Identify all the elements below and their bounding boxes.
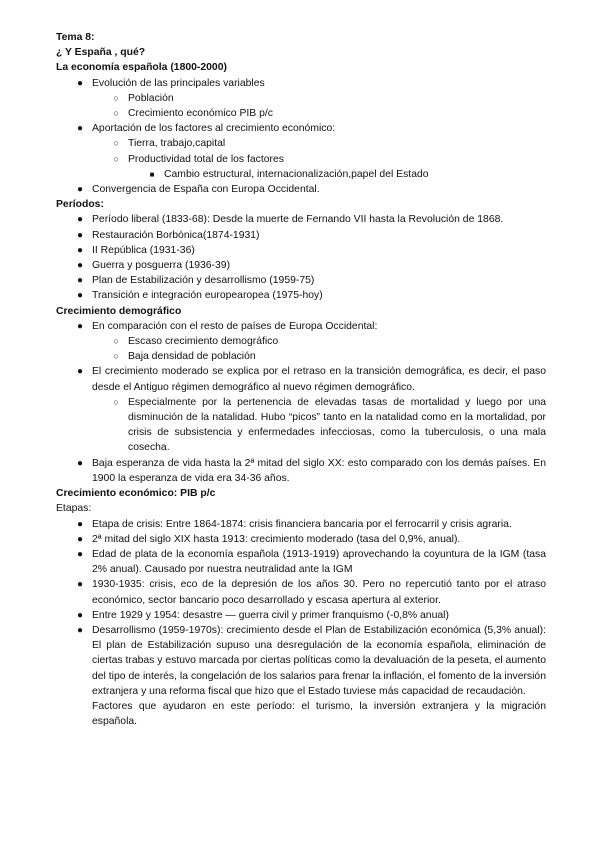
- bullet-circle-icon: ○: [113, 336, 119, 347]
- list-item: ● El crecimiento moderado se explica por el retraso en la transición demográfica, es decir, el paso desde el Antiguo régimen demográfico al nuevo régimen demográfico.: [76, 366, 546, 393]
- list-item: ○ Tierra, trabajo,capital: [56, 136, 546, 151]
- section-heading-periodos: Períodos:: [56, 199, 104, 211]
- list-item: ● Convergencia de España con Europa Occidental.: [56, 182, 546, 197]
- list-item: ○ Crecimiento económico PIB p/c: [56, 106, 546, 121]
- list-item: ● 1930-1935: crisis, eco de la depresión de los años 30. Pero no repercutió tanto por el atraso económico, sector bancario poco desarrollado y escasa apertura al exterior.: [76, 579, 546, 606]
- doc-title-line1: Tema 8:: [56, 32, 95, 43]
- section-heading-economia: La economía española (1800-2000): [56, 62, 227, 74]
- bullet-disc-icon: ●: [76, 366, 84, 378]
- document-page: [56, 30, 546, 729]
- doc-title-line2: ¿ Y España , qué?: [56, 47, 146, 59]
- bullet-disc-icon: ●: [76, 123, 84, 135]
- bullet-disc-icon: ●: [76, 260, 84, 272]
- list-item: ● Guerra y posguerra (1936-39): [56, 258, 546, 273]
- bullet-disc-icon: ●: [76, 229, 84, 241]
- bullet-disc-icon: ●: [76, 518, 84, 530]
- list-item: ■ Cambio estructural, internacionalización,papel del Estado: [56, 167, 546, 182]
- bullet-disc-icon: ●: [76, 184, 84, 196]
- bullet-circle-icon: ○: [113, 396, 119, 407]
- bullet-disc-icon: ●: [76, 275, 84, 287]
- bullet-circle-icon: ○: [113, 153, 119, 164]
- bullet-disc-icon: ●: [76, 244, 84, 256]
- bullet-circle-icon: ○: [113, 138, 119, 149]
- list-item: ○ Productividad total de los factores: [56, 152, 546, 167]
- list-item: ● En comparación con el resto de países de Europa Occidental:: [56, 319, 546, 334]
- bullet-circle-icon: ○: [113, 92, 119, 103]
- list-item: ○ Especialmente por la pertenencia de elevadas tasas de mortalidad y luego por una disminución de la natalidad. Hubo “picos” tanto en la natalidad como en la mortalidad, por crisis de subsistencia y enfermedades infecciosas, como la tuberculosis, o una mala cosecha.: [56, 395, 546, 456]
- list-item: ● Período liberal (1833-68): Desde la muerte de Fernando VII hasta la Revolución de 1868.: [56, 212, 546, 227]
- list-item: ● II República (1931-36): [56, 243, 546, 258]
- bullet-disc-icon: ●: [76, 548, 84, 560]
- section-heading-pib: Crecimiento económico: PIB p/c: [56, 488, 216, 500]
- bullet-disc-icon: ●: [76, 624, 84, 636]
- list-item: ● Desarrollismo (1959-1970s): crecimiento desde el Plan de Estabilización económica (5,3% anual): El plan de Estabilización supuso una desregulación de la economía española, eliminación de ciertas trabas y estuvo marcada por ciertas políticas como la devaluación de la peseta, el aumento del tipo de interés, la congelación de los salarios para frenar la inflación, el fomento de la inversión extranjera y una reforma fiscal que hizo que el Estado tuviese más capacidad de recaudación.: [76, 624, 546, 697]
- list-item: ● Etapa de crisis: Entre 1864-1874: crisis financiera bancaria por el ferrocarril y crisis agraria.: [56, 517, 546, 532]
- list-item: ● Baja esperanza de vida hasta la 2ª mitad del siglo XX: esto comparado con los demás países. En 1900 la esperanza de vida era 34-36 años.: [76, 457, 546, 484]
- list-item: ● Entre 1929 y 1954: desastre — guerra civil y primer franquismo (-0,8% anual): [56, 608, 546, 623]
- etapas-label: Etapas:: [56, 503, 92, 515]
- list-item: ● Aportación de los factores al crecimiento económico:: [56, 121, 546, 136]
- list-item: ● Evolución de las principales variables: [56, 76, 546, 91]
- bullet-disc-icon: ●: [76, 290, 84, 302]
- bullet-disc-icon: ●: [76, 457, 84, 469]
- list-item: ● 2ª mitad del siglo XIX hasta 1913: crecimiento moderado (tasa del 0,9%, anual).: [56, 532, 546, 547]
- bullet-circle-icon: ○: [113, 108, 119, 119]
- list-item: ● Transición e integración europearopea (1975-hoy): [56, 288, 546, 303]
- bullet-disc-icon: ●: [76, 579, 84, 591]
- bullet-disc-icon: ●: [76, 214, 84, 226]
- factores-paragraph: Factores que ayudaron en este período: el turismo, la inversión extranjera y la migración española.: [92, 700, 546, 728]
- list-item: ○ Escaso crecimiento demográfico: [56, 334, 546, 349]
- bullet-disc-icon: ●: [76, 77, 84, 89]
- list-item: ● Plan de Estabilización y desarrollismo (1959-75): [56, 273, 546, 288]
- bullet-square-icon: ■: [149, 169, 155, 179]
- list-item: ● Edad de plata de la economía española (1913-1919) aprovechando la coyuntura de la IGM (tasa 2% anual). Causado por nuestra neutralidad ante la IGM: [76, 548, 546, 576]
- list-item: ● Restauración Borbónica(1874-1931): [56, 228, 546, 243]
- bullet-disc-icon: ●: [76, 533, 84, 545]
- list-item: ○ Baja densidad de población: [56, 349, 546, 364]
- bullet-disc-icon: ●: [76, 320, 84, 332]
- section-heading-demografico: Crecimiento demográfico: [56, 305, 182, 317]
- bullet-circle-icon: ○: [113, 351, 119, 362]
- bullet-disc-icon: ●: [76, 609, 84, 621]
- list-item: ○ Población: [56, 91, 546, 106]
